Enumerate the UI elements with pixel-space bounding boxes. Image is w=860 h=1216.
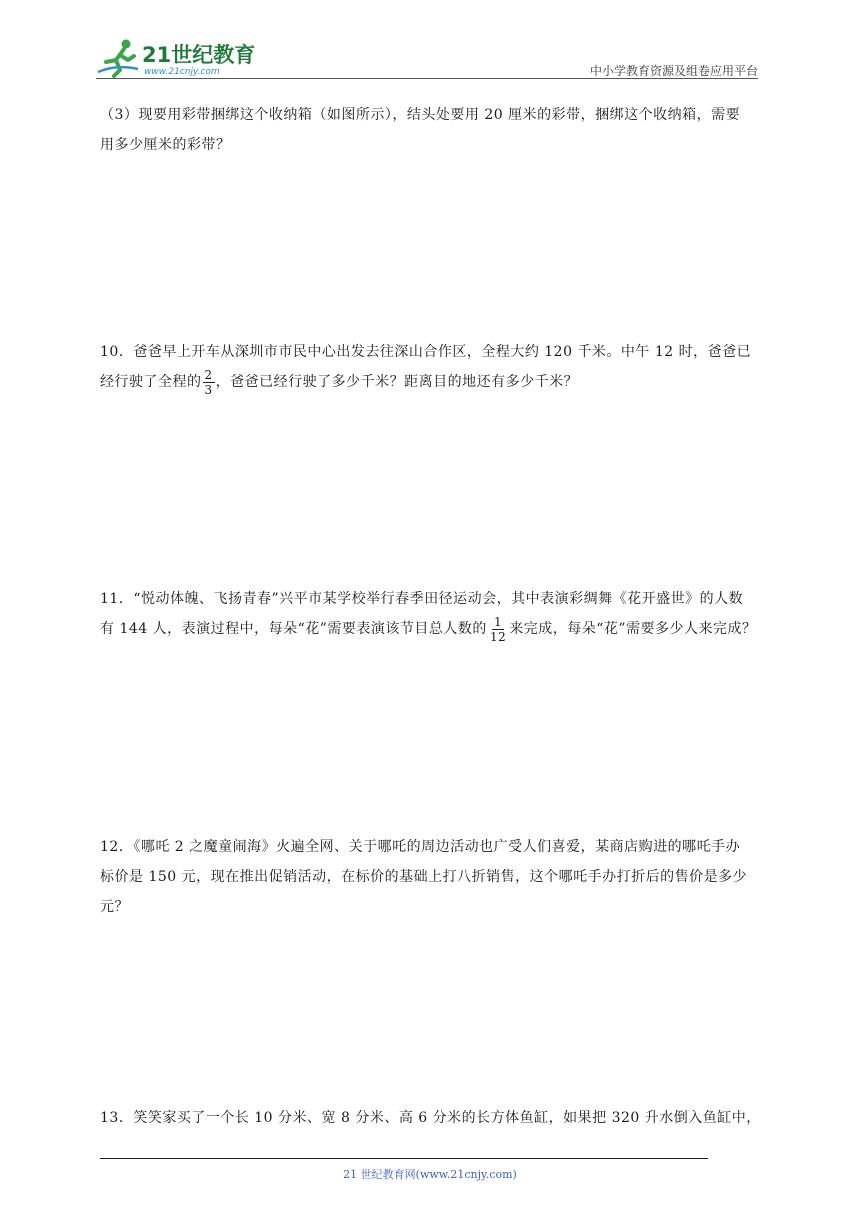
question-line — [100, 367, 760, 397]
question-10 — [100, 337, 760, 397]
question-9-part-3 — [100, 100, 760, 160]
logo — [96, 36, 266, 78]
question-11 — [100, 584, 760, 644]
question-text: 来完成，每朵“花”需要多少人来完成？ — [509, 621, 757, 637]
question-12 — [100, 832, 760, 922]
fraction-denominator: 3 — [204, 382, 213, 397]
site-name: 中小学教育资源及组卷应用平台 — [589, 64, 758, 78]
fraction — [203, 368, 215, 397]
logo-url: www.21cnjy.com — [144, 67, 220, 77]
question-text: 经行驶了全程的 — [100, 374, 202, 390]
question-line: 10．爸爸早上开车从深圳市市民中心出发去往深山合作区，全程大约 120 千米。中午 12 时，爸爸已 — [100, 344, 752, 360]
question-line: （3）现要用彩带捆绑这个收纳箱（如图所示），结头处要用 20 厘米的彩带，捆绑这个收纳箱，需要 — [100, 107, 741, 123]
fraction — [488, 615, 508, 644]
question-line: 标价是 150 元，现在推出促销活动，在标价的基础上打八折销售，这个哪吒手办打折后的售价是多少 — [100, 869, 748, 885]
fraction-denominator: 12 — [489, 629, 507, 644]
footer-text: 21 世纪教育网(www.21cnjy.com) — [343, 1168, 517, 1181]
question-text: 有 144 人，表演过程中，每朵“花”需要表演该节目总人数的 — [100, 621, 487, 637]
question-line: 11．“悦动体魄、飞扬青春”兴平市某学校举行春季田径运动会，其中表演彩绸舞《花开盛世》的人数 — [100, 591, 744, 607]
page-header — [0, 0, 860, 82]
question-line — [100, 614, 760, 644]
footer-divider — [100, 1158, 708, 1159]
question-line: 12．《哪吒 2 之魔童闹海》火遍全网、关于哪吒的周边活动也广受人们喜爱，某商店购进的哪吒手办 — [100, 839, 741, 855]
logo-text: 21世纪教育 — [142, 43, 256, 67]
fraction-numerator: 2 — [204, 367, 213, 382]
question-text: ，爸爸已经行驶了多少千米？距离目的地还有多少千米？ — [215, 374, 579, 390]
fraction-numerator: 1 — [494, 614, 503, 629]
running-figure-icon — [98, 40, 138, 77]
question-13 — [100, 1103, 760, 1133]
question-line: 13．笑笑家买了一个长 10 分米、宽 8 分米、高 6 分米的长方体鱼缸，如果把 320 升水倒入鱼缸中， — [100, 1110, 761, 1126]
header-divider — [96, 78, 758, 79]
question-line: 元？ — [100, 899, 129, 915]
question-line: 用多少厘米的彩带？ — [100, 137, 231, 153]
